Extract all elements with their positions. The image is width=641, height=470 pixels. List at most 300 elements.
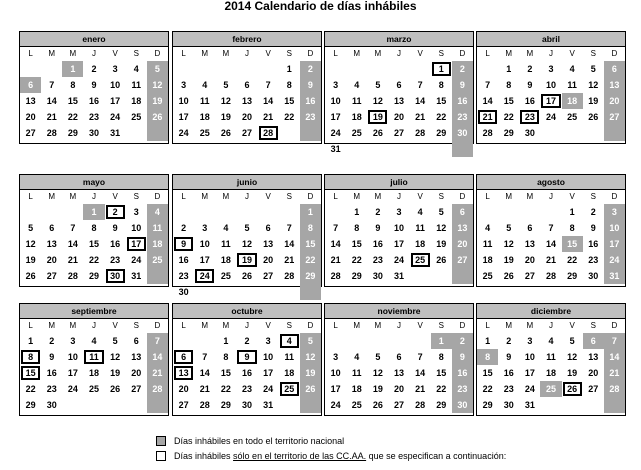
- month-name: mayo: [20, 175, 168, 190]
- empty-cell: [147, 397, 168, 413]
- day-cell: 23: [588, 255, 599, 265]
- day-cell: 11: [221, 239, 231, 249]
- day-cell: 6: [133, 336, 139, 346]
- empty-cell: [410, 268, 431, 284]
- day-cell: 24: [194, 268, 215, 284]
- day-cell: 11: [199, 96, 210, 106]
- day-cell: 13: [46, 239, 57, 249]
- empty-cell: [410, 141, 431, 157]
- day-cell: 9: [527, 80, 533, 90]
- day-cell: 20: [452, 236, 473, 252]
- empty-cell: [367, 333, 388, 349]
- day-cell: 5: [590, 64, 596, 74]
- weekday-label: V: [569, 49, 575, 58]
- weekday-label: J: [91, 192, 96, 201]
- day-cell: 1: [354, 207, 360, 217]
- month-julio: [324, 174, 474, 287]
- day-cell: 22: [351, 255, 362, 265]
- day-cell: 5: [506, 223, 512, 233]
- day-cell: 7: [485, 80, 491, 90]
- empty-cell: [194, 333, 215, 349]
- day-cell: 30: [372, 271, 383, 281]
- day-cell: 30: [452, 125, 473, 141]
- day-cell: 26: [436, 255, 447, 265]
- day-cell: 18: [284, 368, 295, 378]
- day-cell: 15: [436, 368, 447, 378]
- day-cell: 29: [351, 271, 362, 281]
- day-cell: 14: [330, 239, 341, 249]
- weekday-label: V: [417, 49, 423, 58]
- empty-cell: [519, 204, 540, 220]
- day-cell: 19: [236, 252, 257, 268]
- month-febrero: [172, 31, 322, 144]
- month-name: enero: [20, 32, 168, 47]
- weekday-label: M: [374, 321, 382, 330]
- day-cell: 15: [436, 96, 447, 106]
- day-grid: [477, 333, 625, 413]
- day-cell: 6: [265, 223, 271, 233]
- day-cell: 22: [25, 384, 36, 394]
- day-cell: 17: [330, 384, 341, 394]
- empty-cell: [431, 141, 452, 157]
- weekday-label: D: [611, 321, 618, 330]
- day-cell: 26: [503, 271, 514, 281]
- day-cell: 2: [300, 61, 321, 77]
- day-cell: 28: [67, 271, 78, 281]
- empty-cell: [583, 397, 604, 413]
- weekday-label: D: [307, 192, 314, 201]
- weekday-label: D: [154, 49, 161, 58]
- weekday-label: D: [307, 49, 314, 58]
- day-cell: 1: [83, 204, 104, 220]
- weekday-label: M: [201, 49, 209, 58]
- day-cell: 10: [604, 220, 625, 236]
- weekday-label: D: [459, 49, 466, 58]
- day-cell: 7: [333, 223, 339, 233]
- day-cell: 19: [220, 112, 231, 122]
- day-cell: 14: [46, 96, 57, 106]
- day-cell: 4: [223, 223, 229, 233]
- day-cell: 15: [562, 236, 583, 252]
- day-cell: 4: [417, 207, 423, 217]
- day-cell: 18: [147, 236, 168, 252]
- day-cell: 13: [173, 365, 194, 381]
- day-cell: 8: [300, 220, 321, 236]
- day-cell: 24: [330, 400, 341, 410]
- weekday-label: M: [222, 321, 230, 330]
- day-cell: 22: [300, 252, 321, 268]
- day-cell: 26: [300, 381, 321, 397]
- day-cell: 27: [452, 252, 473, 268]
- day-cell: 8: [438, 352, 444, 362]
- weekday-label: M: [222, 49, 230, 58]
- weekday-label: V: [265, 192, 271, 201]
- day-cell: 1: [62, 61, 83, 77]
- day-cell: 16: [110, 239, 121, 249]
- day-cell: 16: [241, 368, 252, 378]
- day-cell: 20: [131, 368, 142, 378]
- day-cell: 17: [110, 96, 121, 106]
- day-cell: 6: [452, 204, 473, 220]
- empty-cell: [325, 204, 346, 220]
- day-cell: 24: [604, 252, 625, 268]
- day-cell: 29: [67, 128, 78, 138]
- empty-cell: [83, 397, 104, 413]
- weekday-header: [477, 319, 625, 333]
- day-cell: 1: [506, 64, 512, 74]
- day-cell: 26: [372, 128, 383, 138]
- day-cell: 25: [131, 112, 142, 122]
- day-cell: 1: [300, 204, 321, 220]
- day-cell: 20: [241, 112, 252, 122]
- day-cell: 10: [545, 80, 556, 90]
- day-cell: 9: [91, 80, 97, 90]
- day-cell: 21: [415, 384, 426, 394]
- day-cell: 18: [482, 255, 493, 265]
- day-cell: 9: [300, 77, 321, 93]
- day-grid: [20, 204, 168, 284]
- day-cell: 23: [452, 381, 473, 397]
- day-cell: 28: [330, 271, 341, 281]
- day-cell: 7: [202, 352, 208, 362]
- day-cell: 26: [147, 109, 168, 125]
- day-cell: 31: [604, 268, 625, 284]
- day-cell: 22: [436, 384, 447, 394]
- weekday-label: S: [438, 321, 444, 330]
- day-cell: 14: [604, 349, 625, 365]
- day-cell: 31: [263, 400, 274, 410]
- weekday-label: L: [28, 192, 33, 201]
- day-cell: 24: [393, 255, 404, 265]
- day-cell: 2: [91, 64, 97, 74]
- legend-national-text: Días inhábiles en todo el territorio nacional: [174, 436, 345, 446]
- day-cell: 27: [178, 400, 189, 410]
- empty-cell: [300, 284, 321, 300]
- weekday-label: S: [133, 321, 139, 330]
- day-cell: 5: [300, 333, 321, 349]
- day-cell: 19: [25, 255, 36, 265]
- day-cell: 1: [569, 207, 575, 217]
- day-cell: 3: [396, 207, 402, 217]
- empty-cell: [62, 397, 83, 413]
- weekday-label: S: [438, 192, 444, 201]
- day-cell: 18: [199, 112, 210, 122]
- day-cell: 15: [351, 239, 362, 249]
- empty-cell: [279, 284, 300, 300]
- day-cell: 2: [452, 333, 473, 349]
- month-name: septiembre: [20, 304, 168, 319]
- day-cell: 14: [545, 239, 556, 249]
- day-cell: 14: [415, 368, 426, 378]
- weekday-header: [173, 319, 321, 333]
- day-cell: 22: [567, 255, 578, 265]
- day-cell: 23: [372, 255, 383, 265]
- day-cell: 7: [548, 223, 554, 233]
- day-cell: 12: [372, 96, 383, 106]
- day-cell: 11: [567, 80, 577, 90]
- empty-cell: [477, 61, 498, 77]
- day-cell: 10: [178, 96, 189, 106]
- day-cell: 23: [88, 112, 99, 122]
- weekday-header: [325, 47, 473, 61]
- day-cell: 19: [567, 368, 578, 378]
- day-cell: 14: [67, 239, 78, 249]
- day-cell: 3: [112, 64, 118, 74]
- day-grid: [325, 61, 473, 157]
- day-cell: 26: [220, 128, 231, 138]
- day-cell: 2: [105, 204, 126, 220]
- day-cell: 31: [330, 144, 341, 154]
- day-grid: [477, 61, 625, 141]
- empty-cell: [279, 125, 300, 141]
- day-cell: 28: [545, 271, 556, 281]
- day-cell: 2: [452, 61, 473, 77]
- day-cell: 21: [147, 365, 168, 381]
- weekday-label: L: [28, 321, 33, 330]
- day-cell: 13: [452, 220, 473, 236]
- legend-regional: [156, 450, 506, 462]
- day-cell: 6: [604, 61, 625, 77]
- weekday-label: V: [112, 192, 118, 201]
- day-cell: 12: [372, 368, 383, 378]
- weekday-label: S: [133, 192, 139, 201]
- day-cell: 17: [178, 112, 189, 122]
- day-cell: 15: [88, 239, 99, 249]
- month-agosto: [476, 174, 626, 287]
- weekday-label: M: [505, 321, 513, 330]
- weekday-label: D: [611, 192, 618, 201]
- day-cell: 6: [396, 352, 402, 362]
- day-cell: 17: [199, 255, 210, 265]
- day-cell: 4: [569, 64, 575, 74]
- day-cell: 7: [49, 80, 55, 90]
- day-cell: 5: [375, 80, 381, 90]
- day-cell: 11: [284, 352, 295, 362]
- weekday-label: M: [526, 49, 534, 58]
- day-cell: 12: [503, 239, 514, 249]
- weekday-header: [325, 190, 473, 204]
- day-cell: 16: [178, 255, 189, 265]
- day-cell: 8: [286, 80, 292, 90]
- weekday-label: M: [374, 192, 382, 201]
- day-cell: 30: [452, 397, 473, 413]
- empty-cell: [452, 141, 473, 157]
- day-cell: 23: [241, 384, 252, 394]
- day-cell: 22: [436, 112, 447, 122]
- month-octubre: [172, 303, 322, 416]
- day-cell: 20: [524, 255, 535, 265]
- day-cell: 28: [415, 400, 426, 410]
- empty-cell: [604, 125, 625, 141]
- day-cell: 10: [131, 223, 142, 233]
- day-cell: 4: [147, 204, 168, 220]
- day-cell: 30: [105, 268, 126, 284]
- day-cell: 7: [147, 333, 168, 349]
- day-cell: 25: [410, 252, 431, 268]
- day-cell: 27: [25, 128, 36, 138]
- day-cell: 6: [583, 333, 604, 349]
- day-cell: 21: [477, 109, 498, 125]
- month-septiembre: [19, 303, 169, 416]
- day-cell: 27: [393, 128, 404, 138]
- day-cell: 30: [46, 400, 57, 410]
- weekday-label: M: [48, 192, 56, 201]
- day-cell: 16: [588, 239, 599, 249]
- day-cell: 10: [393, 223, 404, 233]
- day-cell: 22: [67, 112, 78, 122]
- day-cell: 25: [482, 271, 493, 281]
- empty-cell: [258, 61, 279, 77]
- day-cell: 30: [88, 128, 99, 138]
- weekday-header: [173, 190, 321, 204]
- day-cell: 1: [485, 336, 491, 346]
- day-cell: 20: [393, 384, 404, 394]
- day-cell: 6: [49, 223, 55, 233]
- weekday-header: [20, 190, 168, 204]
- weekday-label: M: [201, 192, 209, 201]
- day-cell: 4: [133, 64, 139, 74]
- weekday-label: M: [374, 49, 382, 58]
- weekday-label: M: [69, 321, 77, 330]
- day-cell: 14: [199, 368, 210, 378]
- day-cell: 23: [46, 384, 57, 394]
- day-cell: 22: [88, 255, 99, 265]
- weekday-label: L: [485, 192, 490, 201]
- day-grid: [20, 333, 168, 413]
- day-cell: 13: [263, 239, 274, 249]
- page-title: 2014 Calendario de días inhábiles: [224, 0, 417, 13]
- month-diciembre: [476, 303, 626, 416]
- day-cell: 12: [588, 80, 599, 90]
- empty-cell: [20, 204, 41, 220]
- day-cell: 8: [354, 223, 360, 233]
- empty-cell: [388, 141, 409, 157]
- weekday-label: D: [154, 192, 161, 201]
- day-cell: 23: [110, 255, 121, 265]
- day-cell: 23: [503, 384, 514, 394]
- day-cell: 8: [91, 223, 97, 233]
- day-cell: 23: [178, 271, 189, 281]
- day-cell: 23: [300, 109, 321, 125]
- weekday-label: J: [548, 192, 553, 201]
- day-cell: 6: [527, 223, 533, 233]
- day-cell: 1: [28, 336, 34, 346]
- day-cell: 28: [604, 381, 625, 397]
- day-cell: 29: [503, 128, 514, 138]
- day-cell: 24: [67, 384, 78, 394]
- empty-cell: [194, 284, 215, 300]
- day-cell: 5: [147, 61, 168, 77]
- day-grid: [477, 204, 625, 284]
- day-cell: 23: [519, 109, 540, 125]
- day-cell: 24: [110, 112, 121, 122]
- empty-cell: [346, 333, 367, 349]
- day-cell: 9: [452, 349, 473, 365]
- empty-cell: [388, 333, 409, 349]
- day-cell: 3: [333, 352, 339, 362]
- day-cell: 1: [431, 333, 452, 349]
- day-cell: 18: [415, 239, 426, 249]
- weekday-label: M: [69, 49, 77, 58]
- weekday-label: J: [396, 192, 401, 201]
- weekday-label: L: [485, 49, 490, 58]
- day-cell: 19: [503, 255, 514, 265]
- day-cell: 4: [548, 336, 554, 346]
- day-cell: 7: [417, 352, 423, 362]
- day-cell: 11: [131, 80, 142, 90]
- weekday-label: M: [526, 192, 534, 201]
- day-cell: 14: [147, 349, 168, 365]
- day-cell: 29: [300, 268, 321, 284]
- day-cell: 19: [372, 384, 383, 394]
- day-cell: 4: [354, 80, 360, 90]
- day-cell: 18: [351, 112, 362, 122]
- day-cell: 29: [88, 271, 99, 281]
- day-cell: 15: [20, 365, 41, 381]
- day-cell: 11: [415, 223, 425, 233]
- day-cell: 22: [482, 384, 493, 394]
- weekday-label: M: [48, 321, 56, 330]
- legend-swatch-grey: [156, 436, 166, 446]
- day-cell: 16: [503, 368, 514, 378]
- weekday-label: L: [333, 192, 338, 201]
- day-cell: 4: [279, 333, 300, 349]
- empty-cell: [279, 397, 300, 413]
- day-cell: 3: [527, 336, 533, 346]
- weekday-label: D: [154, 321, 161, 330]
- day-cell: 16: [452, 365, 473, 381]
- day-grid: [173, 204, 321, 300]
- weekday-label: L: [333, 49, 338, 58]
- day-cell: 25: [88, 384, 99, 394]
- day-cell: 13: [604, 77, 625, 93]
- day-cell: 22: [220, 384, 231, 394]
- day-cell: 27: [131, 384, 142, 394]
- day-cell: 13: [25, 96, 36, 106]
- day-cell: 1: [286, 64, 292, 74]
- month-junio: [172, 174, 322, 297]
- empty-cell: [236, 204, 257, 220]
- day-cell: 12: [436, 223, 447, 233]
- day-cell: 26: [110, 384, 121, 394]
- weekday-label: J: [244, 321, 249, 330]
- day-cell: 18: [88, 368, 99, 378]
- month-name: noviembre: [325, 304, 473, 319]
- day-cell: 13: [393, 368, 404, 378]
- month-name: marzo: [325, 32, 473, 47]
- empty-cell: [194, 61, 215, 77]
- day-cell: 7: [604, 333, 625, 349]
- day-cell: 26: [25, 271, 36, 281]
- day-cell: 15: [503, 96, 514, 106]
- day-cell: 5: [112, 336, 118, 346]
- weekday-label: J: [396, 49, 401, 58]
- empty-cell: [452, 268, 473, 284]
- day-cell: 8: [20, 349, 41, 365]
- day-cell: 18: [220, 255, 231, 265]
- day-cell: 30: [524, 128, 535, 138]
- weekday-label: S: [286, 49, 292, 58]
- day-cell: 9: [112, 223, 118, 233]
- day-cell: 16: [300, 93, 321, 109]
- day-cell: 10: [110, 80, 121, 90]
- day-cell: 25: [351, 128, 362, 138]
- day-cell: 7: [417, 80, 423, 90]
- empty-cell: [173, 333, 194, 349]
- day-cell: 14: [263, 96, 274, 106]
- day-cell: 8: [477, 349, 498, 365]
- weekday-label: M: [353, 49, 361, 58]
